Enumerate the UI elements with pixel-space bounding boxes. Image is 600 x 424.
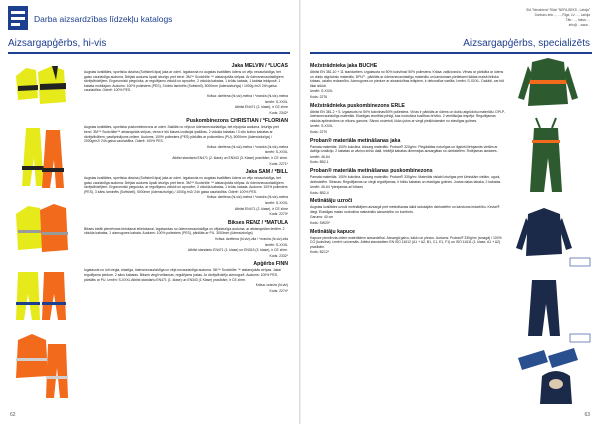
buche-jacket-image <box>518 58 578 106</box>
product-color: Krāsa: dzeltena (hi-viz)-melna / *oranža (hi-viz)-melna <box>206 195 288 200</box>
product-code: Kods: 8B2-4 <box>310 190 329 195</box>
finn-suit-image <box>16 334 68 398</box>
product-sizes: Izmēri: S-XXXL <box>264 150 288 155</box>
erle-overall-image <box>530 118 562 192</box>
product-code: Kods: 2276 <box>310 94 328 99</box>
product-title: Puskombinezons CHRISTIAN / *FLORIAN <box>186 118 288 125</box>
product-code: Kods: 2332* <box>269 253 288 258</box>
product-description: Augstas kvalitātes, sportiska dizaina (Softshell-tipa) jaka ar oderi. Izgatavota no augstas kvalitātes ūdens un vēju necaurlaidīga, bet gaisu caurlaidīga auduma. Ārējais audums ūpaši izturīgs pret berzi. 3M™ Scotchlite ™ atstarojošās strīpas. Ar ūdensnecaurlaidīgiem rāvējslēdzējiem. Ergonomiski pieguloša, ar regulējamu vidukli un aprocēm, 2 vidukļa kabatas, 1 krūšu kabata. Audums: 100% poliesters (PES), 3 kārtu laminēts (Softshell), 5000mm (ūdensizturīgs) / 1000g /m2/ 24h gaisa caurlaidība. Oderē: 100% PES. <box>84 176 288 194</box>
section-title-right: Aizsargapģērbs, specializēts <box>463 38 590 49</box>
product-description: Augstas kvalitātes uzroči metinātājiem aizsargā pret metināšanas laikā radušajām dzirkstelēm un karstuma iedarbību. Kevlar® diegi. Elastīgas malas nodrošina maksimālu aizsardzību un komfortu. <box>310 205 500 214</box>
product-code: Kods: 2274* <box>269 288 288 293</box>
product-title: Mežstrādnieka puskombinezons ERLE <box>310 102 405 109</box>
product-title: Jaka MELVIN / *LUCAS <box>231 63 288 69</box>
product-title: Apģērbs FINN <box>253 261 288 268</box>
product-standard: Atbilst EN471 (2. klase), ir CE zīme <box>234 206 288 211</box>
product-code: Kods: 2270 <box>310 129 328 134</box>
product-sizes: Izmēri: S-XXXL <box>310 124 334 129</box>
product-description: Atbilst EN 381-10 + 11 standartiem. Izgatavota no 50% kokvilnai/ 50% poliestera. Krāsa: zaļš/oranža. Vēnas ar pārklāta ar ūdens un dubļu atgrūdošu materiālu. DPLP - pārklāts ar ūdensnecaurlaidīgu materiālu un karstumam pietiekami šādas maisā lieliska krāsas, uzlabo redzamību. Aizmugures un piedure ar aizsardzības ielāpiem, ir dekoratīva vastīta. Izmēri: S-XXXL. Dažādi, var būt tikai izšūdi. <box>310 70 505 88</box>
contact-block <box>460 8 590 28</box>
welding-hood-image <box>540 371 572 404</box>
product-title: Bikses RENZ / *MATULA <box>227 219 288 226</box>
sam-jacket-image <box>16 204 68 252</box>
product-description: Kapuce piemērota citiem materiāliem aizsardzībai. Aizsargā galvu, kaklu un plecus. Audums: Proban® 330g/m² (smagā) / 100% CO (kokvilna). Izmēri: universāls. Atbilst standartiem EN ISO 11612 (A1 + A2, B1, C1, E1, F1) un ISO 11611 (1. klase, A1 + A2) prasībām. <box>310 235 502 249</box>
product-code: Kods: SW20* <box>310 221 331 226</box>
product-description: Pamata materiāls: 100% kokvilna. Aizsarg materiāls: Proban® 330g/m². Materiāls vislabi izturīgas pret ķīmiskām vielām, uguni, dzirkstelēm. Siksnas: Regulējamas un viegli regulējamas, ir bikšu kabatas un elastīgas gultnes. Jostas daļas labaka, 2 kabatas. <box>310 174 502 184</box>
product-title: Metinātāju kapuce <box>310 228 355 235</box>
product-images-right <box>512 58 594 408</box>
product-title: Metinātāju uzroči <box>310 198 353 205</box>
product-description: Bikses ideāli piemērotas lietošanai ielietošanai. Izgatavotas no ūdensnecaurlaidīga un vējaizturīga auduma, ar atstarojošām lentēm. 2 vidukļa kabatas, 1 aizmugures kabata. Audums: 100% poliesters (PES), pārklāts ar PU. 3000mm (ūdensizturīgs) <box>84 226 285 236</box>
welding-sleeves-image <box>518 348 578 370</box>
product-title: Jaka SAM / *BILL <box>245 169 288 176</box>
left-text-column <box>84 60 288 294</box>
page-number-left: 62 <box>10 412 16 418</box>
proban-jacket-image <box>516 208 572 256</box>
logo-mark-icon <box>8 6 28 30</box>
section-title-left: Aizsargapģērbs, hi-vis <box>8 38 107 49</box>
product-color: Krāsa: oranža (hi-viz) <box>255 283 288 288</box>
product-sizes: Izmēri: S-XXXL <box>264 201 288 206</box>
contact-line: info@... www... <box>568 23 590 27</box>
product-sizes: Izmēri: 46-64 <box>310 154 330 159</box>
divider-line <box>8 52 290 54</box>
product-sizes: Izmēri: S-XXXL <box>264 99 288 104</box>
renz-trousers-image <box>16 272 66 320</box>
product-description: Pamata materiāls: 100% kokvilna. Aizsarg materiāls: Proban® 320g/m². Piegādātas noturīgas un ilgstoši lietojamās vietām ar dabīgu izolāciju. 2 kabatas ar vāciņu krūšu daļā. Iekšējā kabatas dimensijas aizsargātas no dzirkstelēm. Rotējamas aizdares. <box>310 144 498 154</box>
product-color: Krāsa: dzeltena (hi-viz)-melna / *oranža (hi-viz)-melna <box>206 144 288 149</box>
product-code: Kods: 2273* <box>269 212 288 217</box>
product-code: Kods: 2271* <box>269 161 288 166</box>
product-color: Krāsa: dzeltena (hi-viz)-zila / *oranža (hi-viz)-zila <box>215 237 288 242</box>
christian-overall-image <box>22 128 64 188</box>
product-description: Izgatavots no ļoti viegla, elastīga, ūdensnecaurlaidīga un vēja necaurlaidīga auduma. 3M™ Scotchlite ™ atstarojošās strīpas. Jakai regulējama piedure, 2 sānu kabatas. Bikses viegli velkamas, regulējams jostas. Ar rāvējslēdzēju aizmugurē. Audums: 100% PES, pārklāts ar PU. Izmēri: S-XXXL Atbilst standartu EN471 (1. klase) un EN343 (1 Klase) prasībām, ir CE zīme. <box>84 268 281 282</box>
product-sizes: Izmēri: S-XXXL <box>264 242 288 247</box>
proban-logo-badge <box>570 334 590 342</box>
product-title: Proban® materiāla metināšanas puskombinezons <box>310 167 433 174</box>
contact-line: Tālr.: ..., fakss: ... <box>565 18 590 22</box>
product-title: Mežstrādnieka jaka BUCHE <box>310 63 378 69</box>
company-logo <box>8 6 28 30</box>
product-length: Garums: 40 cm <box>310 215 334 220</box>
product-description: Augstas kvalitātes, sportiska puskombinezons ar oderi. Saklāts no vēja un ūdensnecaurlaidīga, bet elpojoša auduma. Izturīgs pret berzi. 3M™ Scotchlite™ atstarojošās strīpas, viena ir tūš klases izolācijai ipašības. 2 vidukļa kabatas / 3 citu kutiņu kabatas ar rāvējslēdžiem, pastiprinājums ceļiem. Audums: 100% poliesters (PES) pārklāts ar poliuretānu (PU), 5000mm (ūdensizturīgs) / 2000g/m2/ 24h gaisa caurlaidība. Oderē: 100% PES. <box>84 125 279 144</box>
proban-logo-badge <box>570 258 590 266</box>
divider-line <box>310 52 592 54</box>
product-code: Kods: BZ12* <box>310 250 330 255</box>
product-images-left <box>8 58 78 408</box>
product-sizes: Izmēri: S-XXXL <box>310 89 334 94</box>
product-description: Atbilst EN 381-2 + 5. Izgatavots no 50% kokvilnas/50% poliestera. Vīnas ir pārklāts ar ūdens un dubļu atgrūdošu materiālu. DPLP- ūdensnecaurlaidīgs materiāls. Elastīgas iecelētai pilnīgi, kas nodrošina kustības brīvību. 2 ventilācijas iespēja. Regulējamas vidukļa aptiecināms un elkonu garums. Sānos novietoti, lūdzu jutos ar viegli piekļūstamām no elastīgas gultnes. <box>310 109 506 123</box>
product-code: Kods: 2342* <box>269 110 288 115</box>
product-color: Krāsa: dzeltena (hi-viz)-melna / *oranža (hi-viz)-melna <box>206 93 288 98</box>
contact-line: Dunbaru iela ..., ..., Rīga, LV- ..., Latvija <box>534 13 590 17</box>
contact-line: SIA "Neoshiera" Rīdzi "NEFA-BEKS - Latvija" <box>526 8 590 12</box>
melvin-jacket-image <box>16 66 66 104</box>
product-code: Kods: 8B2-1 <box>310 160 329 165</box>
page-number-right: 63 <box>584 412 590 418</box>
product-title: Proban® materiāla metināšanas jaka <box>310 137 401 144</box>
product-standard: Atbilst standartu EN471 (2. klase) un EN343 (3. Klase) prasībām, ir CE zīme. <box>172 155 288 160</box>
right-page <box>300 0 600 424</box>
right-text-column <box>310 60 506 256</box>
catalog-title: Darba aizsardzības līdzekļu katalogs <box>34 14 173 24</box>
product-standard: Atbilst standartu EN471 (1. klase) un EN343 (3. klase), ir CE zīme. <box>187 248 288 253</box>
product-sizes: Izmēri: 46-64 *pieejamas arī bikses <box>310 185 363 190</box>
proban-overall-image <box>528 280 560 336</box>
product-standard: Atbilst EN471 (2. klase), ir CE zīme <box>234 105 288 110</box>
product-description: Augstas kvalitātes, sportiska dizaina (Softshell-tipa) jaka ar oderi. Izgatavota no augstas kvalitātes ūdens un vēju necaurlaidīga, bet gaisu caurlaidīga auduma. Ārējais audums ūpaši izturīgs pret berzi. 3M™ Scotchlite ™ atstarojošās strīpas. Ar ūdensnecaurlaidīgiem rāvējslēdzējiem. Ergonomiski pieguloša, ar regulējamu vidukli un aprocēm, 2 vidukļa kabatas, 1 krūšu kabata, 1 kabata iekšpusē, 1 kabata mobilajam. Audums: 100% poliesters (PES), 3 kārtu laminēts (Softshell), 5000mm (ūdensizturīgs) / 1000g /m2/ 24h gaisa caurlaidība. Oderē: 100% PES. <box>84 70 284 93</box>
